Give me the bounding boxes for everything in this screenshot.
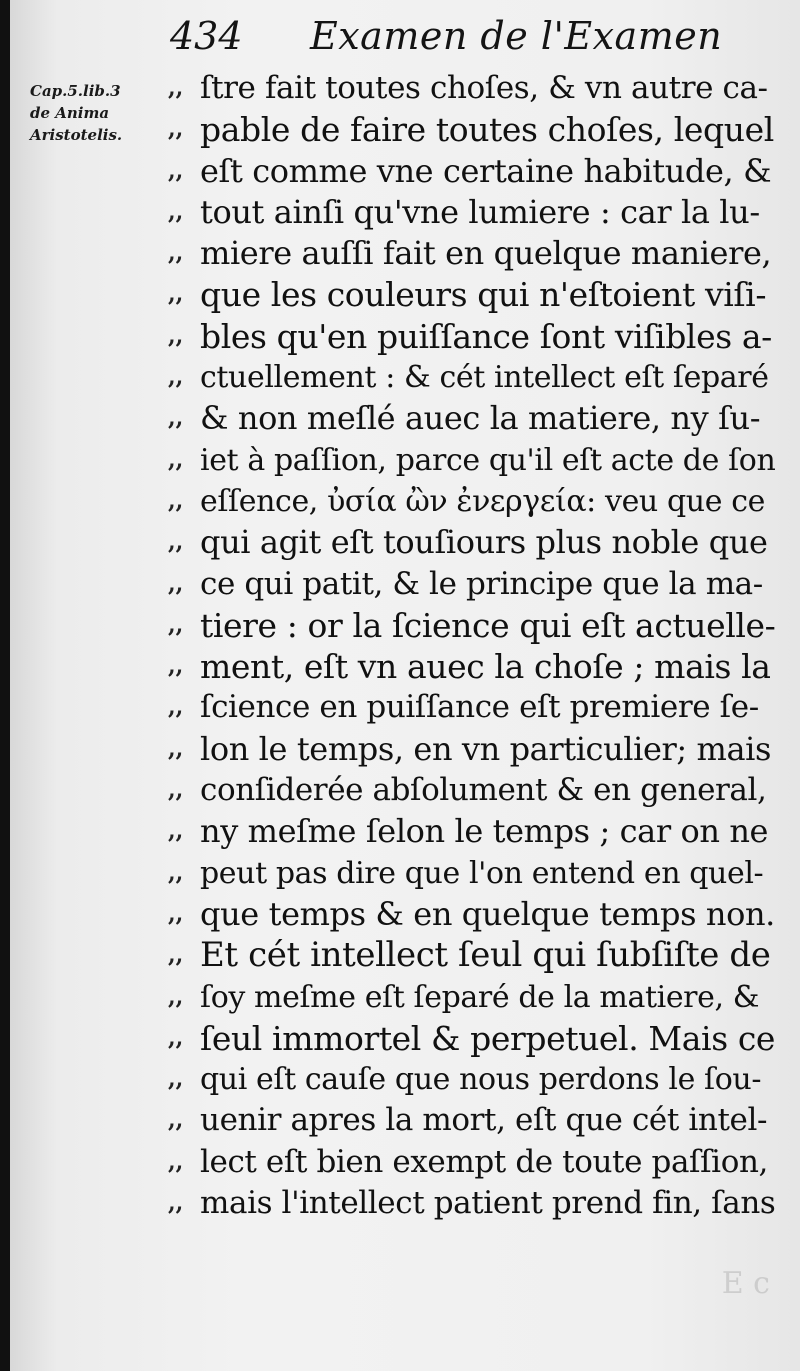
quotation-mark: ,,: [168, 900, 184, 927]
text-line: [168, 811, 778, 852]
text-line: [168, 1183, 778, 1224]
line-text: Et cét intellect ſeul qui ſubſiſte de: [200, 935, 771, 976]
quotation-mark: ,,: [168, 446, 184, 473]
text-line: [168, 770, 778, 811]
quotation-mark: ,,: [168, 983, 184, 1010]
line-text: que les couleurs qui n'eſtoient viſi-: [200, 275, 767, 315]
margin-note-line: Cap.5.lib.3: [30, 82, 121, 100]
text-line: [168, 687, 778, 728]
line-text: qui agit eſt touſiours plus noble que: [200, 523, 768, 562]
line-text: que temps & en quelque temps non.: [200, 894, 775, 933]
line-text: tiere : or la ſcience qui eſt actuelle-: [200, 605, 776, 645]
text-line: [168, 564, 778, 605]
text-line: [168, 522, 778, 563]
quotation-mark: ,,: [168, 1024, 184, 1051]
line-text: ment, eſt vn auec la choſe ; mais la: [200, 647, 771, 687]
quotation-mark: ,,: [168, 694, 184, 721]
margin-note-line: Aristotelis.: [30, 126, 123, 144]
margin-note-line: de Anima: [30, 104, 110, 122]
quotation-mark: ,,: [168, 1190, 184, 1217]
line-text: ny meſme ſelon le temps ; car on ne: [200, 812, 769, 851]
quotation-mark: ,,: [168, 116, 184, 143]
text-line: [168, 233, 778, 274]
line-text: lon le temps, en vn particulier; mais: [200, 729, 772, 768]
text-line: [168, 192, 778, 233]
text-line: [168, 1059, 778, 1100]
text-line: [168, 274, 778, 315]
quotation-mark: ,,: [168, 487, 184, 514]
line-text: conſiderée abſolument & en general,: [200, 772, 767, 809]
quotation-mark: ,,: [168, 570, 184, 597]
text-line: [168, 977, 778, 1018]
text-line: [168, 894, 778, 935]
quotation-mark: ,,: [168, 322, 184, 349]
text-line: [168, 1100, 778, 1141]
text-line: [168, 68, 778, 109]
line-text: uenir apres la mort, eſt que cét intel-: [200, 1102, 768, 1139]
text-line: [168, 729, 778, 770]
text-line: [168, 109, 778, 150]
text-line: [168, 151, 778, 192]
quotation-mark: ,,: [168, 157, 184, 184]
quotation-mark: ,,: [168, 281, 184, 308]
margin-note: [30, 80, 160, 146]
line-text: eſſence, ὐσία ὢν ἐνεργεία: veu que ce: [200, 483, 765, 519]
text-line: [168, 605, 778, 646]
quotation-mark: ,,: [168, 529, 184, 556]
line-text: bles qu'en puiſſance ſont viſibles a-: [200, 316, 772, 356]
line-text: iet à paſſion, parce qu'il eſt acte de ſon: [200, 442, 776, 478]
page-header: [170, 14, 770, 74]
text-line: [168, 316, 778, 357]
line-text: ſeul immortel & perpetuel. Mais ce: [200, 1018, 776, 1058]
line-text: eſt comme vne certaine habitude, &: [200, 151, 772, 190]
quotation-mark: ,,: [168, 1066, 184, 1093]
quotation-mark: ,,: [168, 198, 184, 225]
text-line: [168, 646, 778, 687]
quotation-mark: ,,: [168, 75, 184, 101]
text-line: [168, 440, 778, 481]
quotation-mark: ,,: [168, 653, 184, 680]
text-line: [168, 481, 778, 522]
text-line: [168, 1018, 778, 1059]
scan-edge: [0, 0, 10, 1371]
line-text: mais l'intellect patient prend fin, ſans: [200, 1185, 776, 1222]
line-text: tout ainſi qu'vne lumiere : car la lu-: [200, 192, 760, 231]
line-text: ſcience en puiſſance eſt premiere ſe-: [200, 689, 759, 726]
text-line: [168, 357, 778, 398]
book-page: [10, 0, 800, 1371]
quotation-mark: ,,: [168, 859, 184, 886]
text-line: [168, 1142, 778, 1183]
running-head: Examen de l'Examen: [310, 14, 723, 58]
text-line: [168, 935, 778, 976]
quotation-mark: ,,: [168, 240, 184, 267]
line-text: miere auſſi fait en quelque maniere,: [200, 234, 772, 273]
quotation-mark: ,,: [168, 777, 184, 804]
quotation-mark: ,,: [168, 735, 184, 762]
body-text: [168, 68, 778, 1224]
line-text: ce qui patit, & le principe que la ma-: [200, 565, 763, 602]
quotation-mark: ,,: [168, 1148, 184, 1175]
quotation-mark: ,,: [168, 1107, 184, 1134]
line-text: ctuellement : & cét intellect eſt ſeparé: [200, 360, 769, 396]
text-line: [168, 398, 778, 439]
line-text: & non meſlé auec la matiere, ny ſu-: [200, 399, 761, 438]
quotation-mark: ,,: [168, 818, 184, 845]
line-text: peut pas dire que l'on entend en quel-: [200, 855, 764, 891]
page-number: 434: [170, 14, 243, 58]
bleed-through-text: E c: [721, 1266, 770, 1301]
quotation-mark: ,,: [168, 942, 184, 969]
line-text: lect eſt bien exempt de toute paſſion,: [200, 1143, 768, 1180]
line-text: ſoy meſme eſt ſeparé de la matiere, &: [200, 979, 760, 1015]
line-text: qui eſt cauſe que nous perdons le ſou-: [200, 1062, 762, 1098]
line-text: pable de faire toutes choſes, lequel: [200, 110, 774, 150]
line-text: ſtre fait toutes choſes, & vn autre ca-: [200, 70, 768, 106]
quotation-mark: ,,: [168, 364, 184, 391]
quotation-mark: ,,: [168, 405, 184, 432]
text-line: [168, 853, 778, 894]
quotation-mark: ,,: [168, 611, 184, 638]
